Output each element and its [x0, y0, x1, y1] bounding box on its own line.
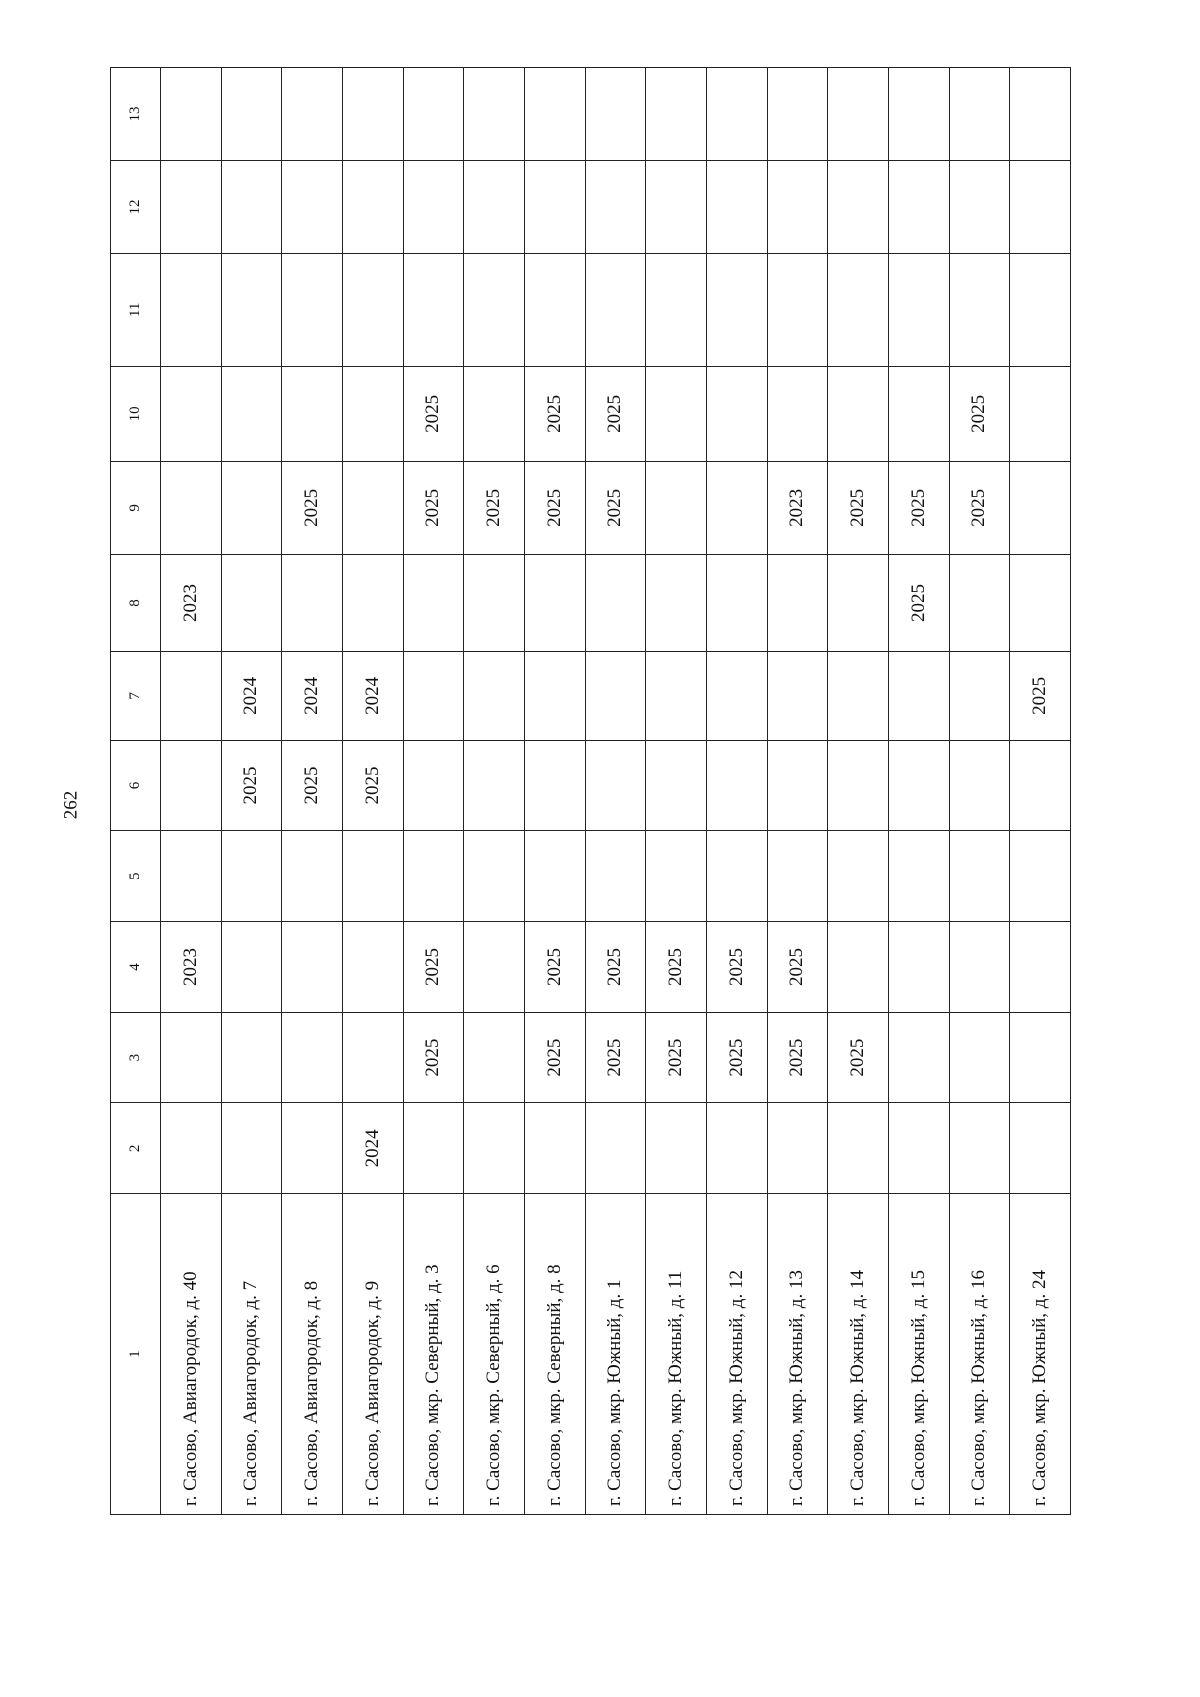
year-cell: 2025 [524, 461, 585, 554]
year-cell [342, 366, 403, 461]
year-cell [161, 68, 222, 161]
year-cell [221, 461, 282, 554]
address-cell: г. Сасово, мкр. Южный, д. 11 [646, 1194, 707, 1515]
page-number-text: 262 [60, 790, 81, 820]
column-number-row [111, 68, 161, 1515]
year-cell [464, 740, 525, 831]
column-number-cell: 7 [111, 652, 161, 741]
year-cell [888, 831, 949, 922]
year-cell [706, 253, 767, 366]
year-cell: 2025 [1010, 652, 1071, 741]
year-cell: 2025 [949, 366, 1010, 461]
page-number [56, 785, 86, 825]
table-row [1010, 68, 1071, 1515]
year-cell [524, 68, 585, 161]
year-cell: 2025 [828, 461, 889, 554]
year-cell [403, 740, 464, 831]
year-cell [524, 831, 585, 922]
address-cell: г. Сасово, мкр. Южный, д. 15 [888, 1194, 949, 1515]
year-cell [161, 652, 222, 741]
column-number-cell: 4 [111, 922, 161, 1013]
year-cell [585, 161, 646, 254]
address-cell: г. Сасово, мкр. Южный, д. 16 [949, 1194, 1010, 1515]
year-cell [828, 366, 889, 461]
table-row [828, 68, 889, 1515]
year-cell [767, 831, 828, 922]
year-cell [464, 68, 525, 161]
year-cell [161, 1012, 222, 1103]
year-cell [646, 740, 707, 831]
year-cell [767, 161, 828, 254]
year-cell: 2025 [828, 1012, 889, 1103]
year-cell: 2025 [282, 740, 343, 831]
column-number-cell: 12 [111, 161, 161, 254]
year-cell [949, 831, 1010, 922]
column-number-cell: 3 [111, 1012, 161, 1103]
year-cell: 2025 [403, 366, 464, 461]
year-cell [767, 740, 828, 831]
address-cell: г. Сасово, мкр. Северный, д. 6 [464, 1194, 525, 1515]
table-row [282, 68, 343, 1515]
year-cell [646, 461, 707, 554]
year-cell [828, 554, 889, 651]
year-cell [403, 652, 464, 741]
data-table [110, 67, 1071, 1515]
year-cell: 2025 [706, 922, 767, 1013]
table-row [464, 68, 525, 1515]
year-cell: 2025 [585, 922, 646, 1013]
address-cell: г. Сасово, мкр. Южный, д. 24 [1010, 1194, 1071, 1515]
year-cell [706, 831, 767, 922]
year-cell [403, 253, 464, 366]
year-cell [524, 652, 585, 741]
year-cell [464, 1103, 525, 1194]
address-cell: г. Сасово, Авиагородок, д. 8 [282, 1194, 343, 1515]
year-cell [646, 831, 707, 922]
year-cell [767, 253, 828, 366]
year-cell [706, 740, 767, 831]
year-cell [342, 68, 403, 161]
year-cell [888, 1103, 949, 1194]
year-cell [646, 68, 707, 161]
address-cell: г. Сасово, мкр. Южный, д. 1 [585, 1194, 646, 1515]
year-cell [888, 652, 949, 741]
table-row [342, 68, 403, 1515]
year-cell: 2025 [585, 461, 646, 554]
column-number-cell: 11 [111, 253, 161, 366]
address-cell: г. Сасово, мкр. Южный, д. 12 [706, 1194, 767, 1515]
table-row [161, 68, 222, 1515]
year-cell [221, 161, 282, 254]
year-cell [282, 253, 343, 366]
year-cell [464, 253, 525, 366]
year-cell [221, 922, 282, 1013]
year-cell [282, 68, 343, 161]
address-cell: г. Сасово, Авиагородок, д. 7 [221, 1194, 282, 1515]
year-cell: 2025 [646, 1012, 707, 1103]
year-cell [949, 253, 1010, 366]
year-cell [585, 1103, 646, 1194]
year-cell [524, 740, 585, 831]
address-cell: г. Сасово, мкр. Южный, д. 13 [767, 1194, 828, 1515]
year-cell [828, 831, 889, 922]
year-cell: 2025 [524, 922, 585, 1013]
year-cell [282, 366, 343, 461]
year-cell [524, 1103, 585, 1194]
year-cell: 2023 [767, 461, 828, 554]
year-cell [221, 1103, 282, 1194]
year-cell: 2023 [161, 554, 222, 651]
year-cell [828, 161, 889, 254]
year-cell [767, 366, 828, 461]
year-cell [888, 68, 949, 161]
year-cell [828, 652, 889, 741]
year-cell [342, 1012, 403, 1103]
year-cell [1010, 740, 1071, 831]
year-cell [949, 1103, 1010, 1194]
year-cell [282, 554, 343, 651]
year-cell [646, 554, 707, 651]
year-cell [828, 740, 889, 831]
year-cell [524, 253, 585, 366]
year-cell [221, 366, 282, 461]
year-cell [585, 831, 646, 922]
year-cell [403, 831, 464, 922]
year-cell [949, 161, 1010, 254]
column-number-cell: 13 [111, 68, 161, 161]
address-cell: г. Сасово, Авиагородок, д. 9 [342, 1194, 403, 1515]
year-cell: 2025 [949, 461, 1010, 554]
year-cell [161, 461, 222, 554]
column-number-cell: 8 [111, 554, 161, 651]
year-cell [888, 1012, 949, 1103]
column-number-cell: 2 [111, 1103, 161, 1194]
year-cell [767, 554, 828, 651]
year-cell [1010, 1012, 1071, 1103]
year-cell [403, 554, 464, 651]
year-cell [464, 922, 525, 1013]
year-cell [161, 831, 222, 922]
rotated-table-container [110, 67, 1070, 1515]
year-cell [161, 740, 222, 831]
table-row [949, 68, 1010, 1515]
year-cell [585, 253, 646, 366]
year-cell [888, 366, 949, 461]
year-cell [949, 922, 1010, 1013]
year-cell [282, 1012, 343, 1103]
year-cell [949, 1012, 1010, 1103]
year-cell [767, 652, 828, 741]
year-cell [706, 652, 767, 741]
year-cell [221, 68, 282, 161]
year-cell [221, 831, 282, 922]
table-row [221, 68, 282, 1515]
year-cell [706, 1103, 767, 1194]
year-cell [403, 68, 464, 161]
year-cell [342, 922, 403, 1013]
year-cell [949, 68, 1010, 161]
table-row [646, 68, 707, 1515]
year-cell [888, 922, 949, 1013]
year-cell [342, 554, 403, 651]
year-cell [282, 1103, 343, 1194]
year-cell [464, 366, 525, 461]
year-cell [161, 1103, 222, 1194]
scan-mark [1098, 690, 1108, 730]
year-cell: 2025 [585, 1012, 646, 1103]
year-cell: 2025 [888, 461, 949, 554]
year-cell [706, 461, 767, 554]
year-cell [221, 554, 282, 651]
year-cell [524, 554, 585, 651]
year-cell [221, 253, 282, 366]
year-cell [342, 161, 403, 254]
year-cell: 2025 [403, 461, 464, 554]
year-cell [282, 161, 343, 254]
year-cell [342, 253, 403, 366]
table-row [888, 68, 949, 1515]
year-cell: 2025 [282, 461, 343, 554]
year-cell: 2025 [767, 922, 828, 1013]
table-row [524, 68, 585, 1515]
year-cell [342, 461, 403, 554]
year-cell [464, 1012, 525, 1103]
year-cell: 2025 [767, 1012, 828, 1103]
year-cell: 2025 [342, 740, 403, 831]
year-cell [828, 253, 889, 366]
year-cell [949, 652, 1010, 741]
address-cell: г. Сасово, мкр. Южный, д. 14 [828, 1194, 889, 1515]
year-cell [706, 554, 767, 651]
year-cell [221, 1012, 282, 1103]
year-cell: 2024 [342, 1103, 403, 1194]
year-cell [646, 366, 707, 461]
year-cell [1010, 831, 1071, 922]
table-row [767, 68, 828, 1515]
year-cell [464, 831, 525, 922]
address-cell: г. Сасово, мкр. Северный, д. 8 [524, 1194, 585, 1515]
year-cell [888, 740, 949, 831]
year-cell: 2025 [221, 740, 282, 831]
year-cell [828, 68, 889, 161]
year-cell [464, 554, 525, 651]
year-cell [585, 652, 646, 741]
year-cell: 2025 [585, 366, 646, 461]
column-number-cell: 6 [111, 740, 161, 831]
year-cell [1010, 161, 1071, 254]
year-cell [464, 652, 525, 741]
year-cell [161, 366, 222, 461]
address-cell: г. Сасово, мкр. Северный, д. 3 [403, 1194, 464, 1515]
year-cell [706, 68, 767, 161]
year-cell: 2025 [524, 1012, 585, 1103]
year-cell [767, 68, 828, 161]
year-cell [161, 161, 222, 254]
year-cell [949, 740, 1010, 831]
year-cell [585, 554, 646, 651]
year-cell [403, 1103, 464, 1194]
year-cell [1010, 253, 1071, 366]
year-cell: 2024 [282, 652, 343, 741]
year-cell: 2025 [403, 1012, 464, 1103]
year-cell [464, 161, 525, 254]
table-row [403, 68, 464, 1515]
year-cell: 2024 [342, 652, 403, 741]
year-cell [161, 253, 222, 366]
year-cell [646, 253, 707, 366]
year-cell [403, 161, 464, 254]
year-cell [1010, 68, 1071, 161]
year-cell: 2025 [888, 554, 949, 651]
year-cell: 2025 [464, 461, 525, 554]
year-cell [524, 161, 585, 254]
year-cell [706, 161, 767, 254]
year-cell [1010, 366, 1071, 461]
year-cell [585, 68, 646, 161]
year-cell: 2025 [403, 922, 464, 1013]
year-cell: 2024 [221, 652, 282, 741]
year-cell [1010, 922, 1071, 1013]
year-cell [888, 161, 949, 254]
year-cell [282, 922, 343, 1013]
year-cell [949, 554, 1010, 651]
column-number-cell: 9 [111, 461, 161, 554]
year-cell: 2025 [706, 1012, 767, 1103]
year-cell [342, 831, 403, 922]
year-cell [282, 831, 343, 922]
year-cell [1010, 1103, 1071, 1194]
year-cell: 2025 [646, 922, 707, 1013]
table-row [706, 68, 767, 1515]
address-cell: г. Сасово, Авиагородок, д. 40 [161, 1194, 222, 1515]
year-cell [706, 366, 767, 461]
year-cell: 2023 [161, 922, 222, 1013]
year-cell [646, 1103, 707, 1194]
column-number-cell: 10 [111, 366, 161, 461]
year-cell [767, 1103, 828, 1194]
year-cell [828, 1103, 889, 1194]
year-cell [1010, 554, 1071, 651]
year-cell [1010, 461, 1071, 554]
year-cell [585, 740, 646, 831]
year-cell [888, 253, 949, 366]
column-number-cell: 1 [111, 1194, 161, 1515]
year-cell [646, 161, 707, 254]
year-cell: 2025 [524, 366, 585, 461]
column-number-cell: 5 [111, 831, 161, 922]
year-cell [646, 652, 707, 741]
table-row [585, 68, 646, 1515]
year-cell [828, 922, 889, 1013]
